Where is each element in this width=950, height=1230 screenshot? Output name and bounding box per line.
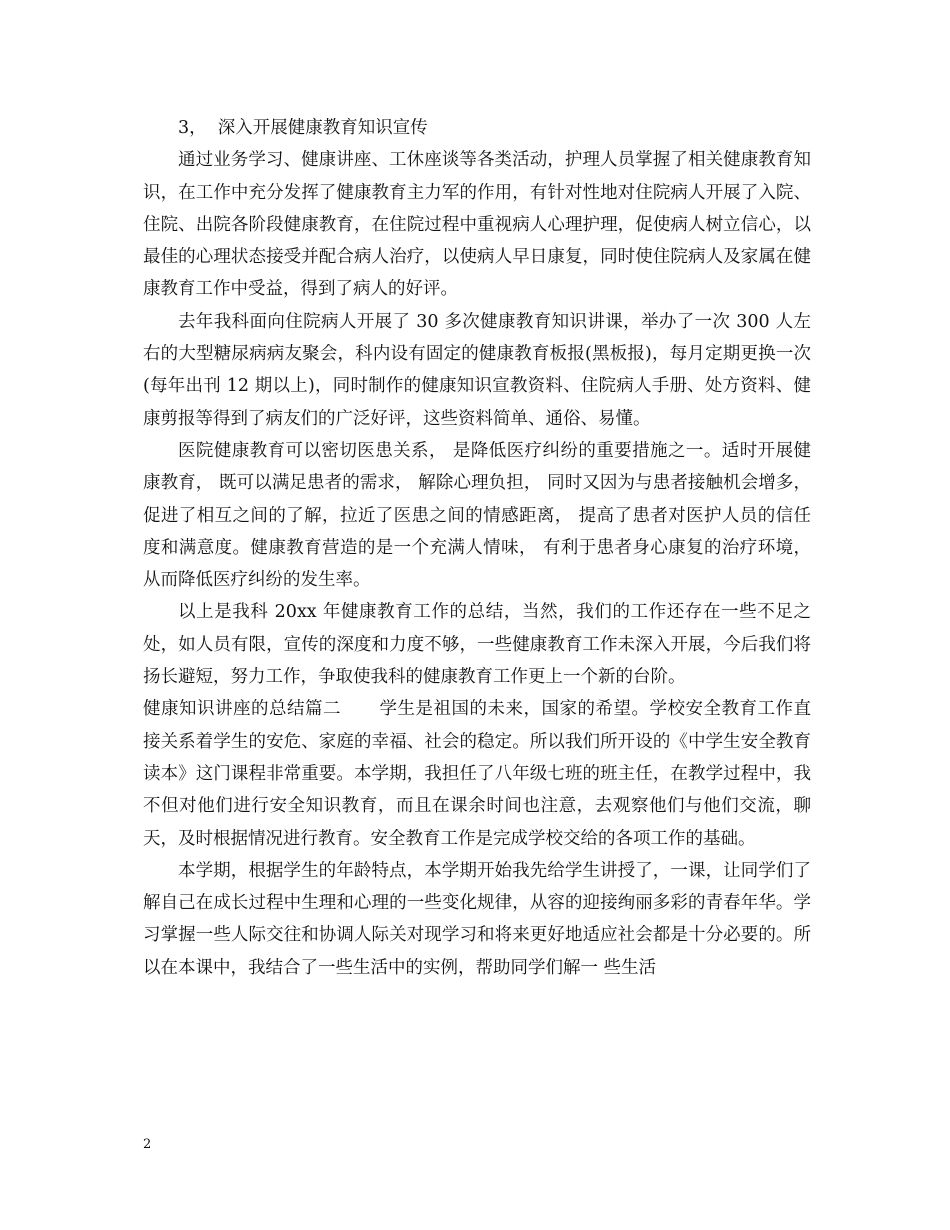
page-number: 2 [143, 1137, 152, 1152]
document-body [143, 112, 811, 984]
paragraph-summary: 以上是我科 20xx 年健康教育工作的总结，当然，我们的工作还存在一些不足之处，如人员有限，宣传的深度和力度不够，一些健康教育工作未深入开展，今后我们将扬长避短，努力工作，争取使我科的健康教育工作更上一个新的台阶。 [143, 602, 811, 688]
paragraph-semester-course: 本学期，根据学生的年龄特点，本学期开始我先给学生讲授了，一课，让同学们了解自己在成长过程中生理和心理的一些变化规律，从容的迎接绚丽多彩的青春年华。学习掌握一些人际交往和协调人际关对现学习和将来更好地适应社会都是十分必要的。所以在本课中，我结合了一些生活中的实例，帮助同学们解一 些生活 [143, 860, 811, 978]
section-two-title: 健康知识讲座的总结篇二 [143, 699, 341, 720]
section-two-first-paragraph: 学生是祖国的未来，国家的希望。学校安全教育工作直接关系着学生的安危、家庭的幸福、社会的稳定。所以我们所开设的《中学生安全教育读本》这门课程非常重要。本学期，我担任了八年级七班的班主任，在教学过程中，我不但对他们进行安全知识教育，而且在课余时间也注意，去观察他们与他们交流，聊天，及时根据情况进行教育。安全教育工作是完成学校交给的各项工作的基础。 [143, 699, 811, 849]
paragraph-doctor-patient-relationship: 医院健康教育可以密切医患关系， 是降低医疗纠纷的重要措施之一。适时开展健康教育， 既可以满足患者的需求， 解除心理负担， 同时又因为与患者接触机会增多， 促进了相互之间的了解，拉近了医患之间的情感距离， 提高了患者对医护人员的信任度和满意度。健康教育营造的是一个充满人情味， 有利于患者身心康复的治疗环境， 从而降低医疗纠纷的发生率。 [143, 440, 811, 591]
paragraph-lectures-and-materials: 去年我科面向住院病人开展了 30 多次健康教育知识讲课，举办了一次 300 人左右的大型糖尿病病友聚会，科内设有固定的健康教育板报(黑板报)，每月定期更换一次(每年出刊 12 期以上)，同时制作的健康知识宣教资料、住院病人手册、处方资料、健康剪报等得到了病友们的广泛好评，这些资料简单、通俗、易懂。 [143, 311, 811, 429]
paragraph-health-education-activities: 通过业务学习、健康讲座、工休座谈等各类活动，护理人员掌握了相关健康教育知识，在工作中充分发挥了健康教育主力军的作用，有针对性地对住院病人开展了入院、住院、出院各阶段健康教育，在住院过程中重视病人心理护理，促使病人树立信心，以最佳的心理状态接受并配合病人治疗，以使病人早日康复，同时使住院病人及家属在健康教育工作中受益，得到了病人的好评。 [143, 150, 811, 300]
section-two-paragraph [143, 693, 811, 854]
section-heading: 3， 深入开展健康教育知识宣传 [178, 118, 428, 138]
